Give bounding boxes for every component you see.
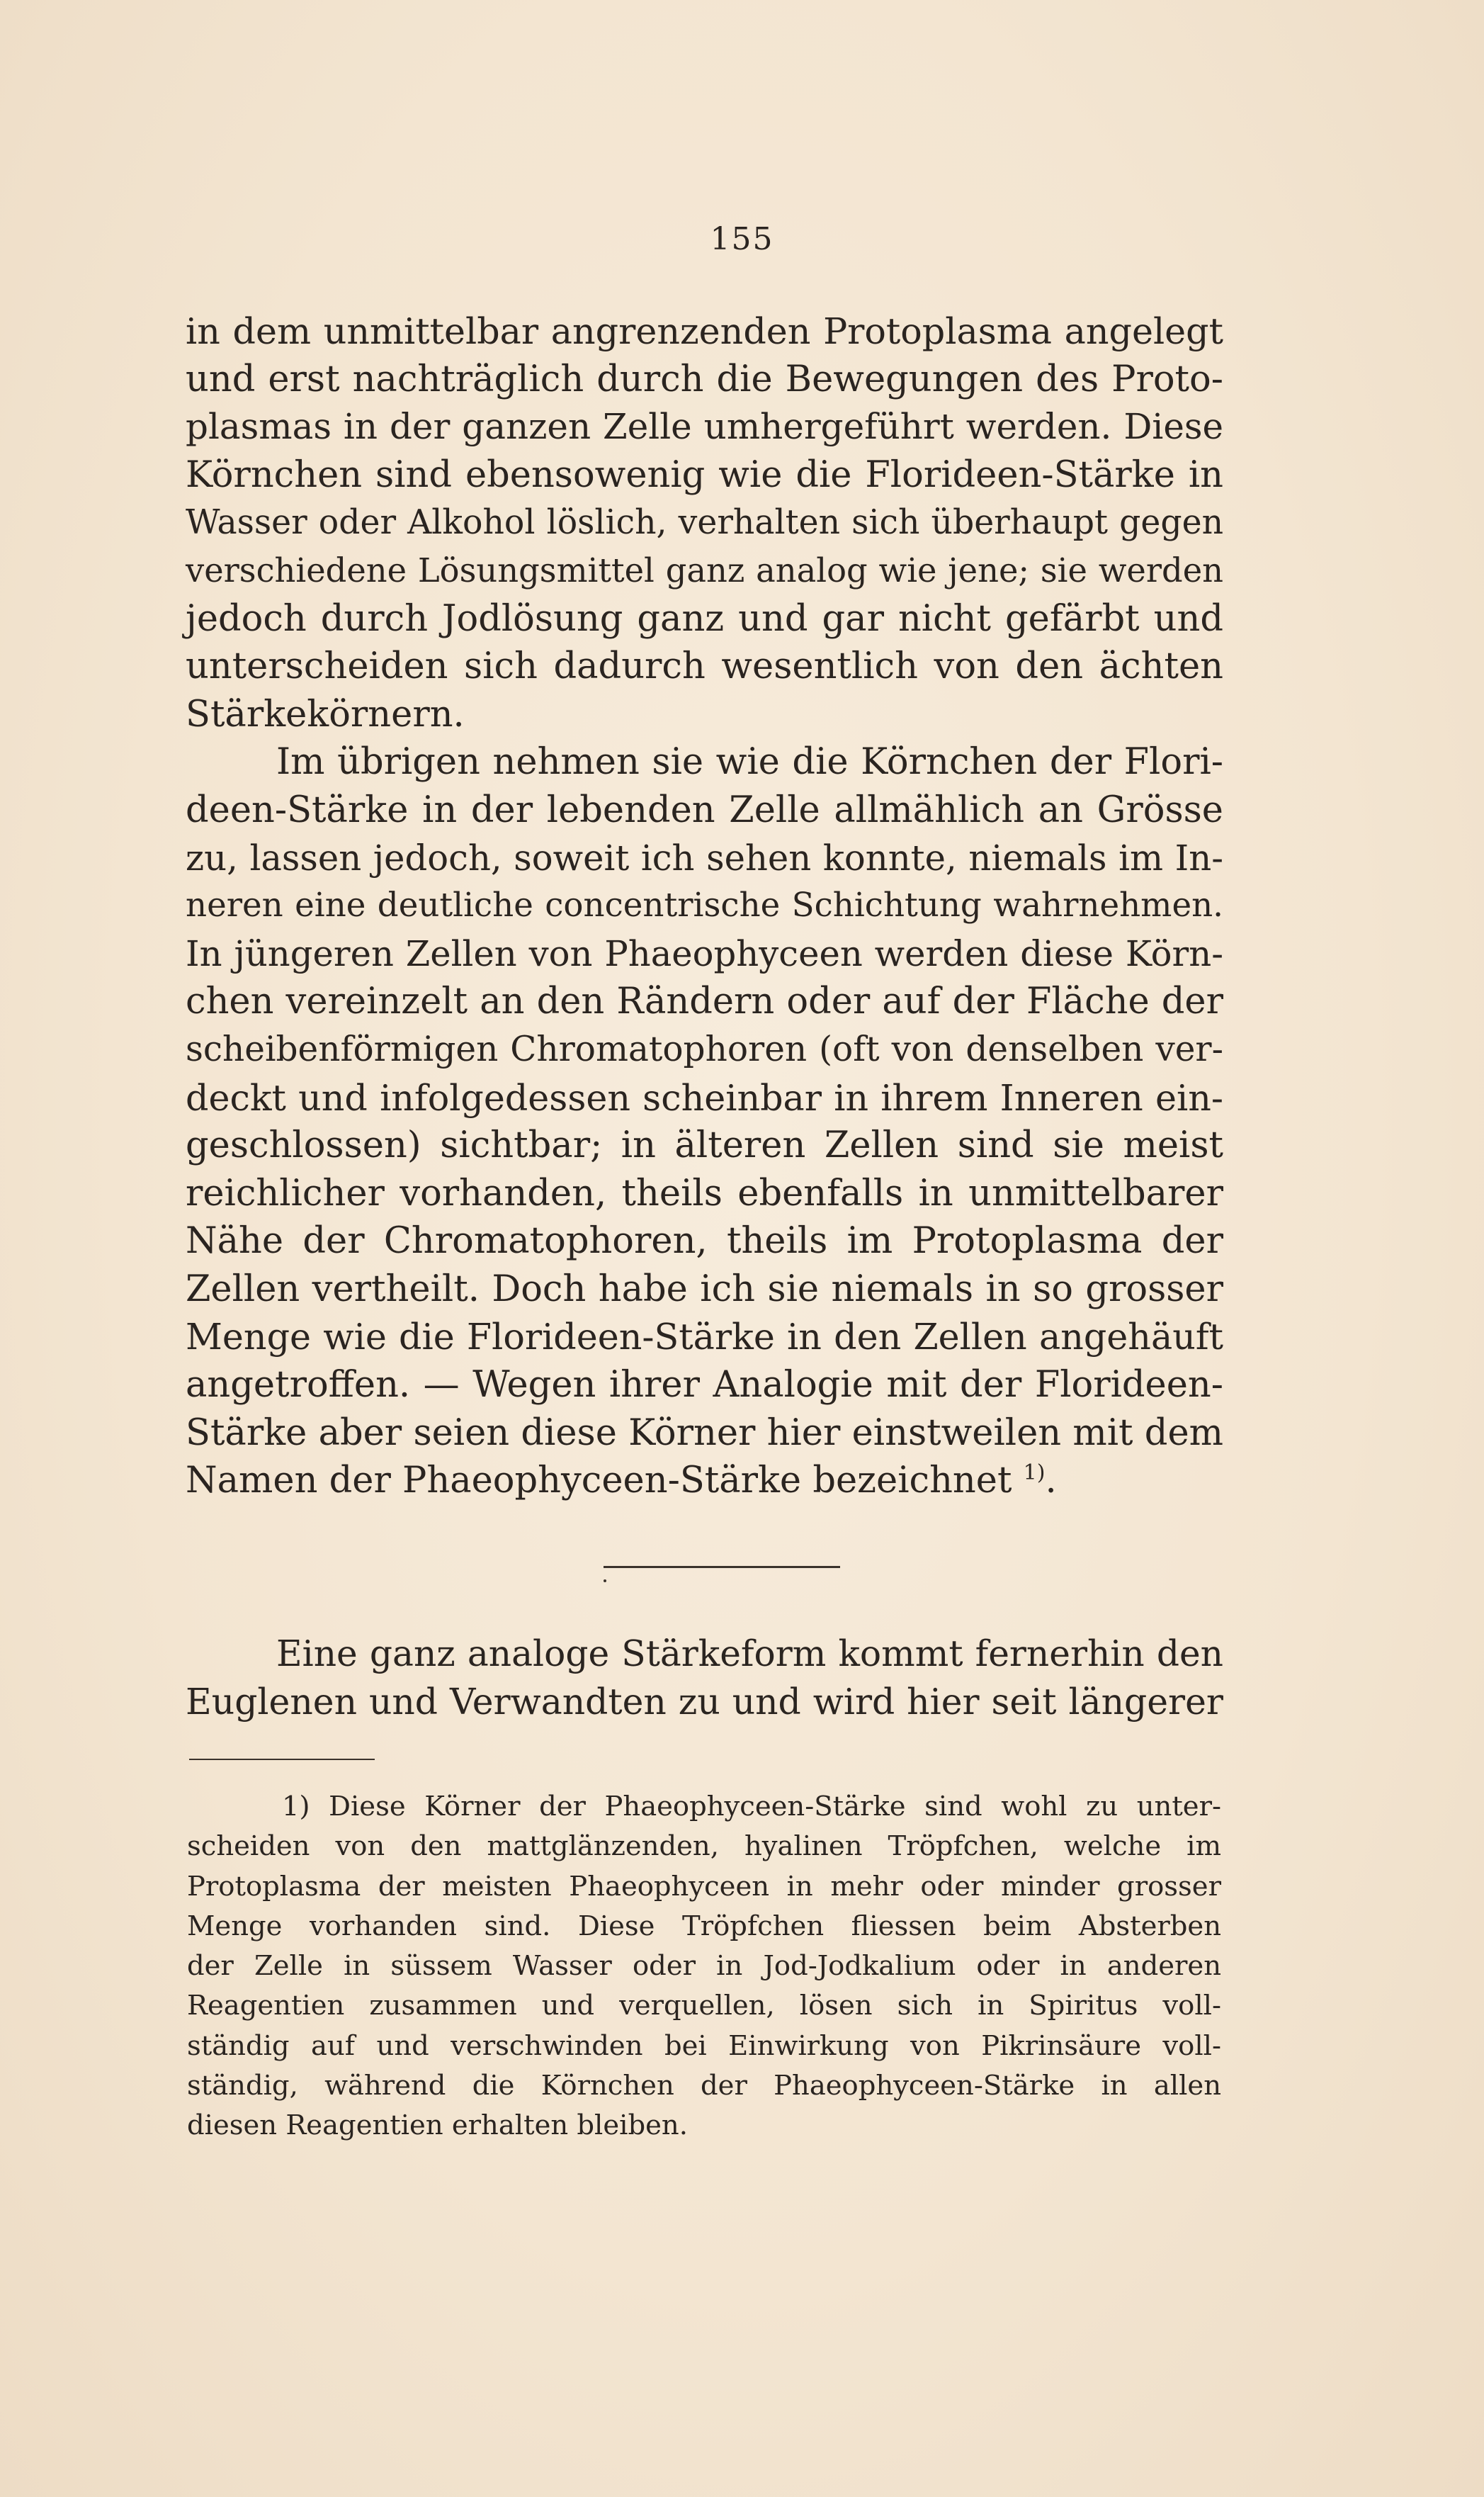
text-line: Eine ganz analoge Stärkeform kommt fernerhin den	[276, 1633, 1223, 1674]
text-line: deen-Stärke in der lebenden Zelle allmählich an Grösse	[186, 789, 1223, 831]
footnote-line: Menge vorhanden sind. Diese Tröpfchen fliessen beim Absterben	[187, 1910, 1221, 1942]
text-line: reichlicher vorhanden, theils ebenfalls in unmittelbarer	[186, 1172, 1223, 1214]
text-line: Menge wie die Florideen-Stärke in den Zellen angehäuft	[186, 1316, 1223, 1358]
footnote-line: 1) Diese Körner der Phaeophyceen-Stärke sind wohl zu unter-	[282, 1791, 1221, 1822]
section-text	[186, 1630, 1223, 1725]
text-line: Körnchen sind ebensowenig wie die Florideen-Stärke in	[186, 453, 1223, 496]
footnote-line: diesen Reagentien erhalten bleiben.	[187, 2109, 688, 2142]
sentence-end: .	[1045, 1460, 1057, 1502]
footnote-line: scheiden von den mattglänzenden, hyalinen Tröpfchen, welche im	[187, 1830, 1221, 1863]
text-line: in dem unmittelbar angrenzenden Protoplasma angelegt	[186, 310, 1223, 352]
text-line: Euglenen und Verwandten zu und wird hier seit längerer	[186, 1680, 1223, 1723]
footnote-divider	[189, 1759, 375, 1760]
text-line-with-footnote	[186, 1457, 1223, 1505]
footnote-line: der Zelle in süssem Wasser oder in Jod-Jodkalium oder in anderen	[187, 1950, 1221, 1983]
paragraph-1	[186, 308, 1223, 738]
text-line: deckt und infolgedessen scheinbar in ihrem Inneren ein-	[186, 1076, 1223, 1119]
text-line: Zellen vertheilt. Doch habe ich sie niemals in so grosser	[186, 1268, 1223, 1310]
footnote-line: ständig auf und verschwinden bei Einwirkung von Pikrinsäure voll-	[187, 2029, 1221, 2062]
paragraph-3	[186, 1630, 1223, 1725]
text-line: Im übrigen nehmen sie wie die Körnchen der Flori-	[276, 741, 1223, 784]
text-line: neren eine deutliche concentrische Schichtung wahrnehmen.	[186, 886, 1223, 925]
text-line: chen vereinzelt an den Rändern oder auf der Fläche der	[186, 981, 1223, 1023]
text-line: In jüngeren Zellen von Phaeophyceen werden diese Körn-	[186, 932, 1223, 974]
text-line: jedoch durch Jodlösung ganz und gar nicht gefärbt und	[186, 597, 1223, 640]
text-line: geschlossen) sichtbar; in älteren Zellen sind sie meist	[186, 1125, 1223, 1167]
section-divider	[604, 1566, 840, 1568]
main-text	[186, 308, 1223, 1505]
page-number: 155	[710, 221, 774, 257]
footnote-reference[interactable]: 1)	[1023, 1460, 1046, 1486]
text-line: Stärkekörnern.	[186, 693, 465, 735]
text-line: unterscheiden sich dadurch wesentlich von den ächten	[186, 646, 1223, 688]
text-line: scheibenförmigen Chromatophoren (oft von denselben ver-	[186, 1029, 1223, 1069]
text-line-content: Namen der Phaeophyceen-Stärke bezeichnet	[186, 1460, 1012, 1502]
text-line: Stärke aber seien diese Körner hier einstweilen mit dem	[186, 1411, 1223, 1454]
footnote-line: Protoplasma der meisten Phaeophyceen in mehr oder minder grosser	[187, 1870, 1221, 1903]
text-line: und erst nachträglich durch die Bewegungen des Proto-	[186, 358, 1223, 400]
text-line: zu, lassen jedoch, soweit ich sehen konnte, niemals im In-	[186, 837, 1223, 879]
text-line: plasmas in der ganzen Zelle umhergeführt werden. Diese	[186, 406, 1223, 448]
text-line: verschiedene Lösungsmittel ganz analog wie jene; sie werden	[186, 551, 1223, 590]
paragraph-2	[186, 738, 1223, 1505]
text-line: angetroffen. — Wegen ihrer Analogie mit der Florideen-	[186, 1364, 1223, 1407]
footnote-line: Reagentien zusammen und verquellen, lösen sich in Spiritus voll-	[187, 1990, 1221, 2022]
ink-dot	[604, 1579, 606, 1582]
footnote-line: ständig, während die Körnchen der Phaeophyceen-Stärke in allen	[187, 2070, 1221, 2102]
text-line: Nähe der Chromatophoren, theils im Protoplasma der	[186, 1220, 1223, 1263]
text-line: Wasser oder Alkohol löslich, verhalten sich überhaupt gegen	[186, 503, 1223, 543]
footnote	[187, 1787, 1221, 2146]
